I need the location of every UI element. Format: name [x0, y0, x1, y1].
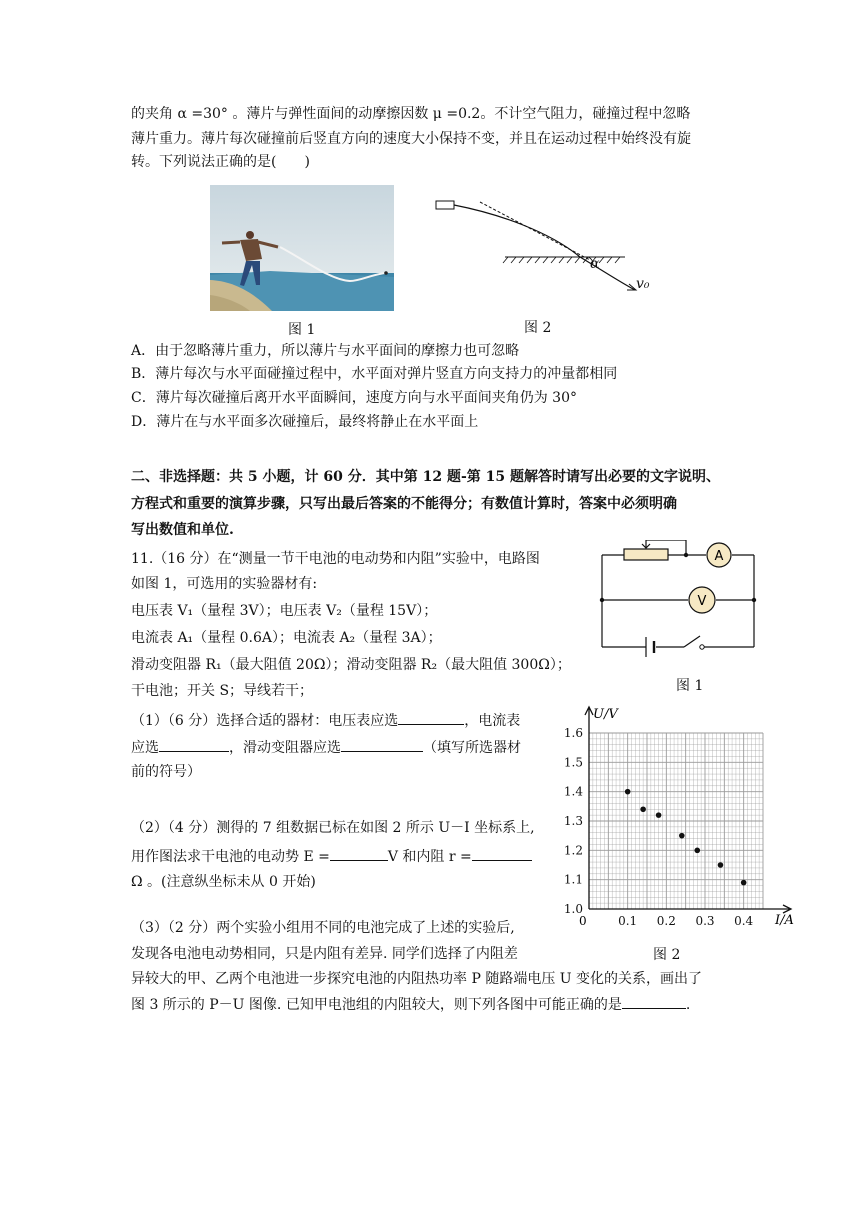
data-point	[640, 806, 646, 812]
q11-line-6: 干电池；开关 S；导线若干；	[131, 683, 314, 699]
y-axis-label: U/V	[593, 707, 618, 722]
data-point	[656, 812, 662, 818]
ui-graph-svg	[555, 700, 815, 935]
section2-line-3: 写出数值和单位.	[131, 522, 234, 538]
q11-part2-line-2	[131, 846, 532, 867]
x-axis-label: I/A	[775, 913, 794, 928]
option-d: D．薄片在与水平面多次碰撞后，最终将静止在水平面上	[131, 414, 479, 430]
y-tick-label: 1.6	[563, 726, 583, 740]
section2-line-2: 方程式和重要的演算步骤，只写出最后答案的不能得分；有数值计算时，答案中必须明确	[131, 496, 677, 512]
y-tick-label: 1.1	[563, 872, 583, 887]
y-tick-label: 1.0	[563, 902, 583, 916]
graph-caption: 图 2	[653, 947, 681, 963]
q11-part1-line-3: 前的符号）	[131, 764, 201, 780]
fig1-caption: 图 1	[288, 322, 316, 338]
fig2-alpha-label: α	[590, 256, 600, 272]
x-tick-label: 0.2	[656, 914, 676, 928]
q11-part1-text-e: （填写所选器材	[423, 740, 521, 756]
data-point	[625, 789, 631, 795]
q11-line-5: 滑动变阻器 R₁（最大阻值 20Ω）；滑动变阻器 R₂（最大阻值 300Ω）；	[131, 657, 571, 673]
voltmeter-answer-blank[interactable]	[398, 710, 464, 725]
circuit-caption: 图 1	[676, 678, 704, 694]
data-point	[694, 848, 700, 854]
section2-line-1: 二、非选择题：共 5 小题，计 60 分．其中第 12 题-第 15 题解答时请写出必要的文字说明、	[131, 469, 720, 485]
option-b: B．薄片每次与水平面碰撞过程中，水平面对弹片竖直方向支持力的冲量都相同	[131, 366, 618, 382]
q11-part2-text-c: V 和内阻 r =	[387, 849, 472, 865]
fig2-caption: 图 2	[524, 320, 552, 336]
stone-skipping-photo	[210, 185, 394, 311]
x-tick-label: 0.1	[618, 914, 638, 928]
y-tick-label: 1.3	[563, 814, 583, 828]
q11-part1-text-b: ，电流表	[464, 713, 521, 729]
q11-part1-text-a: （1）（6 分）选择合适的器材：电压表应选	[131, 713, 399, 729]
ammeter-answer-blank[interactable]	[159, 737, 229, 752]
data-point	[679, 833, 685, 839]
q11-line-3: 电压表 V₁（量程 3V）；电压表 V₂（量程 15V）；	[131, 603, 438, 619]
q11-part1-line-1	[131, 710, 520, 731]
q11-part2-line-1: （2）（4 分）测得的 7 组数据已标在如图 2 所示 U－I 坐标系上,	[131, 820, 535, 836]
graph-choice-answer-blank[interactable]	[622, 994, 686, 1009]
y-tick-label: 1.5	[563, 755, 583, 770]
q11-part3-text-e: .	[685, 997, 691, 1013]
resistance-answer-blank[interactable]	[472, 846, 532, 861]
q11-part1-text-c: 应选	[131, 740, 159, 756]
option-c: C．薄片每次碰撞后离开水平面瞬间，速度方向与水平面间夹角仍为 30°	[131, 390, 577, 406]
fig2-v0-label: v₀	[636, 276, 650, 292]
q10-line-1: 的夹角 α =30° 。薄片与弹性面间的动摩擦因数 μ =0.2。不计空气阻力，碰撞过程中忽略	[131, 106, 691, 122]
q10-line-2: 薄片重力。薄片每次碰撞前后竖直方向的速度大小保持不变，并且在运动过程中始终没有旋	[131, 131, 691, 147]
q11-part2-text-b: 用作图法求干电池的电动势 E =	[131, 849, 330, 865]
q11-part3-line-4	[131, 994, 690, 1015]
q11-part3-line-2: 发现各电池电动势相同，只是内阻有差异. 同学们选择了内阻差	[131, 946, 518, 962]
origin-label: 0	[579, 914, 587, 928]
q10-line-3: 转。下列说法正确的是( )	[131, 154, 310, 170]
y-tick-label: 1.4	[563, 784, 583, 799]
q11-line-1: 11.（16 分）在“测量一节干电池的电动势和内阻”实验中，电路图	[131, 551, 540, 567]
x-tick-label: 0.4	[734, 914, 754, 928]
rheostat-answer-blank[interactable]	[341, 737, 423, 752]
q11-part1-line-2	[131, 737, 521, 758]
q11-part3-line-3: 异较大的甲、乙两个电池进一步探究电池的内阻热功率 P 随路端电压 U 变化的关系，画出了	[131, 971, 703, 987]
q11-part2-line-3: Ω 。(注意纵坐标未从 0 开始)	[131, 874, 316, 890]
q11-part3-text-d: 图 3 所示的 P－U 图像. 已知甲电池组的内阻较大，则下列各图中可能正确的是	[131, 997, 622, 1013]
fig2-diagram	[430, 192, 660, 297]
y-tick-label: 1.2	[563, 843, 583, 858]
q11-part3-line-1: （3）（2 分）两个实验小组用不同的电池完成了上述的实验后,	[131, 920, 515, 936]
x-tick-label: 0.3	[695, 914, 715, 928]
q11-line-4: 电流表 A₁（量程 0.6A）；电流表 A₂（量程 3A）；	[131, 630, 442, 646]
q11-part1-text-d: ，滑动变阻器应选	[229, 740, 341, 756]
voltmeter-symbol-label: V	[697, 594, 707, 609]
ui-graph	[555, 700, 815, 935]
ammeter-symbol-label: A	[714, 549, 724, 564]
option-a: A．由于忽略薄片重力，所以薄片与水平面间的摩擦力也可忽略	[131, 343, 520, 359]
emf-answer-blank[interactable]	[330, 846, 388, 861]
circuit-diagram	[596, 540, 761, 665]
data-point	[718, 862, 724, 868]
q11-line-2: 如图 1，可选用的实验器材有:	[131, 576, 318, 592]
data-point	[741, 880, 747, 886]
